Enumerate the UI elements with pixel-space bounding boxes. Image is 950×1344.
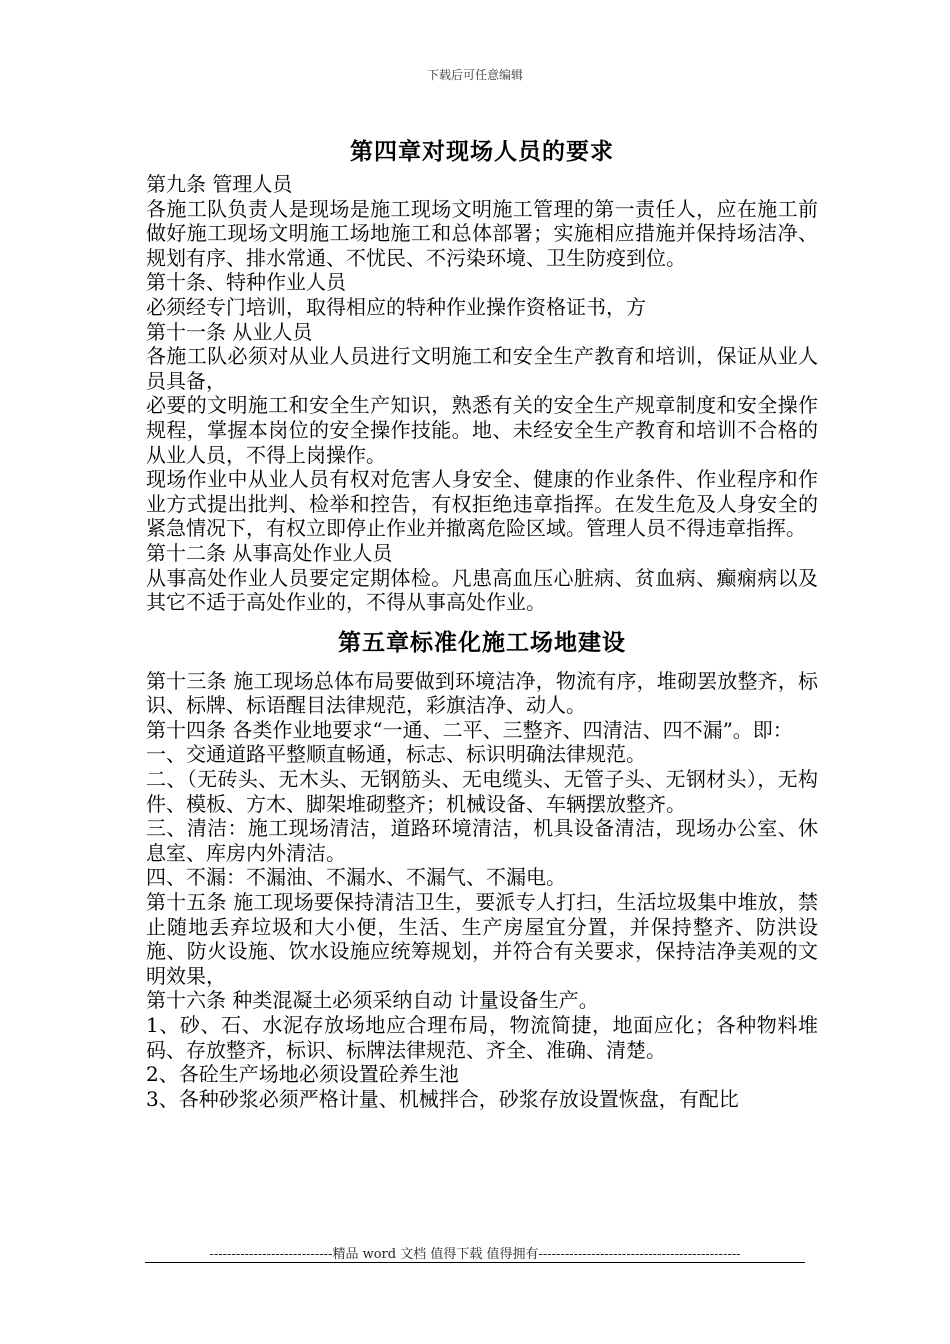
article-14-item-2: 二、（无砖头、无木头、无钢筋头、无电缆头、无管子头、无钢材头），无构件、模板、方木、脚架堆砌整齐；机械设备、车辆摆放整齐。 bbox=[146, 767, 818, 816]
footer-divider bbox=[145, 1262, 805, 1263]
page-footer-text: ----------------------------精品 word 文档 值得下载 值得拥有---------------------------------------------- bbox=[209, 1247, 741, 1262]
article-16-item-2: 2、各砼生产场地必须设置砼养生池 bbox=[146, 1062, 459, 1087]
chapter-5-title: 第五章标准化施工场地建设 bbox=[338, 629, 626, 656]
page-header-note: 下载后可任意编辑 bbox=[426, 68, 523, 82]
document-body bbox=[146, 132, 818, 1111]
article-10-body: 必须经专门培训，取得相应的特种作业操作资格证书，方 bbox=[146, 294, 646, 319]
article-14-item-3: 三、清洁：施工现场清洁，道路环境清洁，机具设备清洁，现场办公室、休息室、库房内外清洁。 bbox=[146, 816, 818, 865]
article-15: 第十五条 施工现场要保持清洁卫生，要派专人打扫，生活垃圾集中堆放，禁止随地丢弃垃圾和大小便，生活、生产房屋宜分置，并保持整齐、防洪设施、防火设施、饮水设施应统筹规划，并符合有关要求，保持洁净美观的文明效果， bbox=[146, 890, 818, 988]
article-11-body-2: 必要的文明施工和安全生产知识，熟悉有关的安全生产规章制度和安全操作规程，掌握本岗位的安全操作技能。地、未经安全生产教育和培训不合格的从业人员，不得上岗操作。 bbox=[146, 393, 818, 467]
article-10-heading: 第十条、特种作业人员 bbox=[146, 270, 346, 295]
article-14: 第十四条 各类作业地要求“一通、二平、三整齐、四清洁、四不漏”。即： bbox=[146, 717, 793, 742]
article-14-item-1: 一、交通道路平整顺直畅通，标志、标识明确法律规范。 bbox=[146, 742, 646, 767]
chapter-4-title: 第四章对现场人员的要求 bbox=[350, 139, 614, 165]
article-11-heading: 第十一条 从业人员 bbox=[146, 319, 313, 344]
article-11-body-3: 现场作业中从业人员有权对危害人身安全、健康的作业条件、作业程序和作业方式提出批判、检举和控告，有权拒绝违章指挥。在发生危及人身安全的紧急情况下，有权立即停止作业并撤离危险区域。管理人员不得违章指挥。 bbox=[146, 467, 818, 541]
article-16-item-3: 3、各种砂浆必须严格计量、机械拌合，砂浆存放设置恢盘，有配比 bbox=[146, 1086, 739, 1111]
article-14-item-4: 四、不漏：不漏油、不漏水、不漏气、不漏电。 bbox=[146, 865, 566, 890]
article-12-body: 从事高处作业人员要定定期体检。凡患高血压心脏病、贫血病、癫痫病以及其它不适于高处作业的，不得从事高处作业。 bbox=[146, 565, 818, 615]
article-9-body: 各施工队负责人是现场是施工现场文明施工管理的第一责任人，应在施工前做好施工现场文明施工场地施工和总体部署；实施相应措施并保持场洁净、规划有序、排水常通、不忧民、不污染环境、卫生防疫到位。 bbox=[146, 196, 818, 270]
article-13: 第十三条 施工现场总体布局要做到环境洁净，物流有序，堆砌罢放整齐，标识、标牌、标语醒目法律规范，彩旗洁净、动人。 bbox=[146, 668, 818, 718]
article-11-body-1: 各施工队必须对从业人员进行文明施工和安全生产教育和培训，保证从业人员具备， bbox=[146, 344, 818, 393]
article-9-heading: 第九条 管理人员 bbox=[146, 172, 293, 196]
article-12-heading: 第十二条 从事高处作业人员 bbox=[146, 540, 393, 565]
article-16-item-1: 1、砂、石、水泥存放场地应合理布局，物流简捷，地面应化；各种物料堆码、存放整齐，标识、标牌法律规范、齐全、准确、清楚。 bbox=[146, 1013, 818, 1062]
article-16: 第十六条 种类混凝土必须采纳自动 计量设备生产。 bbox=[146, 988, 599, 1013]
